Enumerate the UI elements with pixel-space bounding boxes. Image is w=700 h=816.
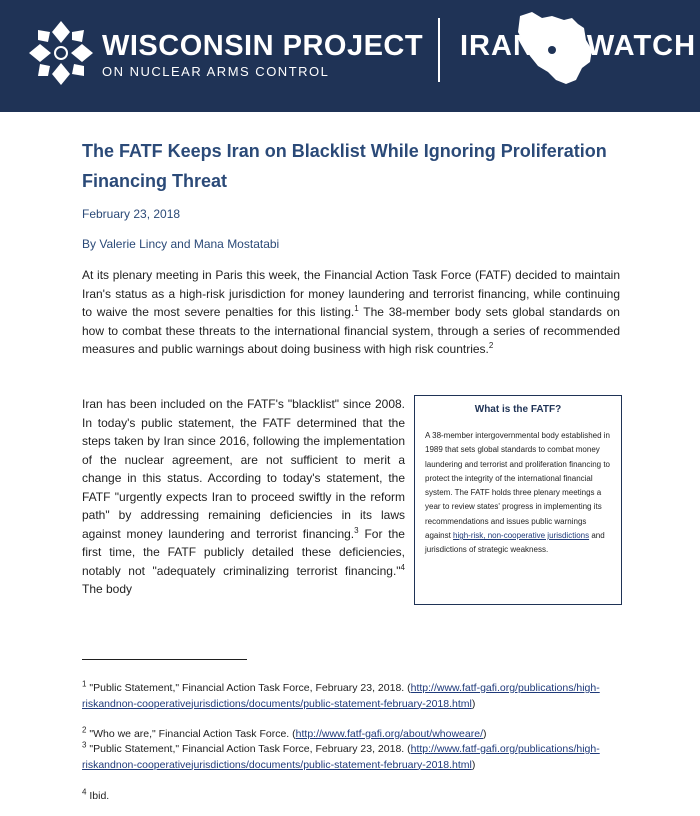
paragraph-2: Iran has been included on the FATF's "blacklist" since 2008. In today's public statement, the FATF determined that the steps taken by Iran since 2016, following the implementation of the nuclear agreement, are not sufficient to merit a change in this status. According to today's statement, the FATF "urgently expects Iran to proceed swiftly in the reform path" by addressing remaining deficiencies in its laws against money laundering and terrorist financing.$^3$ For the first time, the FATF publicly detailed these deficiencies, notably not "adequately criminalizing terrorist financing."$^4$ The body	[82, 397, 405, 596]
high-risk-jurisdictions-link[interactable]: high-risk, non-cooperative jurisdictions	[453, 531, 590, 541]
footnote-ref-2: 2	[488, 341, 494, 350]
footnote-separator	[82, 659, 247, 660]
info-box-body: A 38-member intergovernmental body established in 1989 that sets global standards to combat money laundering and terrorist and proliferation financing to protect the integrity of the international financial system. The FATF holds three plenary meetings a year to review states' progress in implementing its recommendations and issues public warnings against high-risk, non-cooperative jurisdictions and jurisdictions of strategic weakness.	[425, 431, 611, 555]
footnote-1-link[interactable]: http://www.fatf-gafi.org/publications/high-riskandnon-cooperativejurisdictions/documents/public-statement-february-2018.html	[82, 682, 600, 710]
footnote-3: $^3$ "Public Statement," Financial Action Task Force, February 23, 2018. (http://www.fatf-gafi.org/publications/high-riskandnon-cooperativejurisdictions/documents/public-statement-february-2018.html)	[82, 740, 600, 771]
site-name-left: IRAN	[460, 30, 535, 62]
header-divider	[438, 18, 440, 82]
header-banner	[0, 0, 700, 112]
footnote-2: $^2$ "Who we are," Financial Action Task Force. (http://www.fatf-gafi.org/about/whoweare/)	[82, 725, 487, 740]
wisconsin-project-emblem-icon	[26, 18, 96, 88]
footnote-3-link[interactable]: http://www.fatf-gafi.org/publications/high-riskandnon-cooperativejurisdictions/documents/public-statement-february-2018.html	[82, 743, 600, 771]
site-name	[460, 30, 696, 63]
org-subtitle: ON NUCLEAR ARMS CONTROL	[102, 64, 330, 79]
footnote-2-link[interactable]: http://www.fatf-gafi.org/about/whoweare/	[295, 728, 483, 740]
info-box-title: What is the FATF?	[474, 404, 562, 415]
site-name-right: WATCH	[586, 30, 697, 62]
footnote-ref-4: 4	[400, 562, 405, 572]
footnote-1: $^1$ "Public Statement," Financial Action Task Force, February 23, 2018. (http://www.fatf-gafi.org/publications/high-riskandnon-cooperativejurisdictions/documents/public-statement-february-2018.html)	[82, 679, 600, 710]
article-date: February 23, 2018	[82, 207, 181, 221]
paragraph-1: At its plenary meeting in Paris this week, the Financial Action Task Force (FATF) decided to maintain Iran's status as a high-risk jurisdiction for money laundering and terrorist financing, while continuing to waive the most severe penalties for this listing.$^1$ The 38-member body sets global standards on how to combat these threats to the international financial system, through a series of recommended measures and public warnings about doing business with high risk countries.$^2$	[82, 268, 620, 356]
article-title: The FATF Keeps Iran on Blacklist While Ignoring Proliferation Financing Threat	[82, 141, 607, 191]
footnote-4: $^4$ Ibid.	[82, 787, 110, 802]
fatf-info-box	[414, 395, 622, 605]
footnote-ref-1: 1	[354, 304, 359, 313]
article-byline: By Valerie Lincy and Mana Mostatabi	[82, 237, 280, 251]
org-name: WISCONSIN PROJECT	[102, 30, 424, 62]
footnote-ref-3: 3	[354, 525, 359, 535]
